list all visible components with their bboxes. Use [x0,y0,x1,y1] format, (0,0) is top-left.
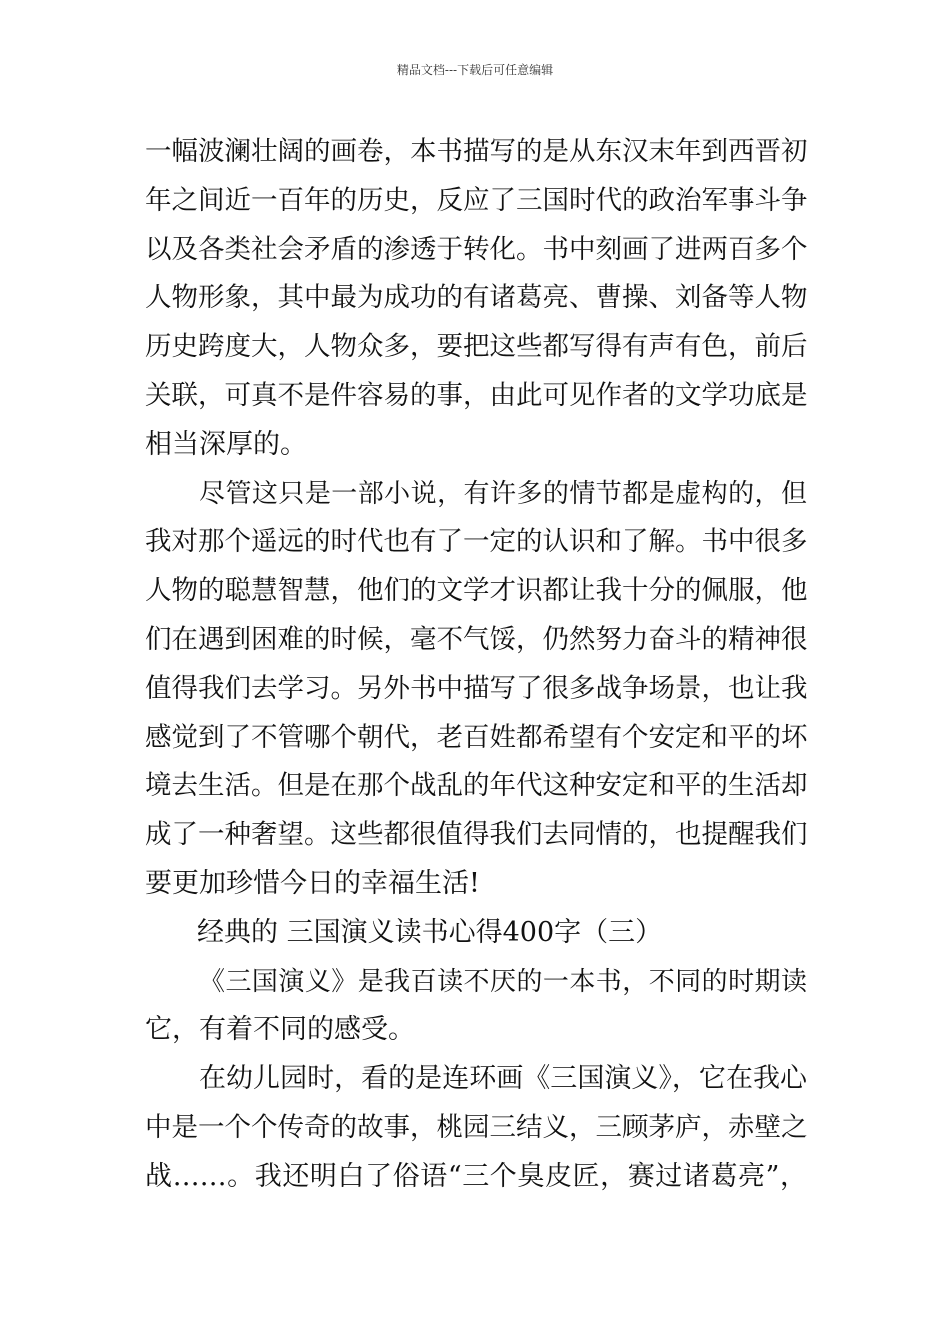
paragraph [145,958,807,1056]
text-line: 战……。我还明白了俗语“三个臭皮匠，赛过诸葛亮”， [145,1160,807,1192]
text-line: 它，有着不同的感受。 [145,1014,415,1046]
document-body [145,128,807,1202]
text-line: 以及各类社会矛盾的渗透于转化。书中刻画了进两百多个 [145,233,808,265]
text-line: 年之间近一百年的历史，反应了三国时代的政治军事斗争 [145,184,808,216]
text-line: 中是一个个传奇的故事，桃园三结义，三顾茅庐，赤壁之 [145,1111,808,1143]
text-line: 尽管这只是一部小说，有许多的情节都是虚构的，但 [199,478,807,509]
text-line: 们在遇到困难的时候，毫不气馁，仍然努力奋斗的精神很 [145,623,808,655]
text-line: 相当深厚的。 [145,428,307,460]
paragraph [145,128,807,470]
text-line: 历史跨度大，人物众多，要把这些都写得有声有色，前后 [145,331,808,363]
text-line: 成了一种奢望。这些都很值得我们去同情的，也提醒我们 [145,819,808,851]
page-header: 精品文档---下载后可任意编辑 [396,63,554,77]
text-line: 要更加珍惜今日的幸福生活! [145,867,480,899]
text-line: 在幼儿园时，看的是连环画《三国演义》，它在我心 [199,1063,807,1095]
text-line: 关联，可真不是件容易的事，由此可见作者的文学功底是 [145,379,808,411]
text-line: 感觉到了不管哪个朝代，老百姓都希望有个安定和平的坏 [145,721,808,753]
text-line: 人物形象，其中最为成功的有诸葛亮、曹操、刘备等人物 [145,282,808,314]
paragraph [145,1055,807,1201]
heading-text: 经典的 三国演义读书心得400字（三） [197,916,663,948]
text-line: 值得我们去学习。另外书中描写了很多战争场景，也让我 [145,672,808,704]
paragraph [145,470,807,909]
text-line: 境去生活。但是在那个战乱的年代这种安定和平的生活却 [145,770,808,802]
section-heading [145,909,807,958]
text-line: 《三国演义》是我百读不厌的一本书，不同的时期读 [199,966,807,997]
text-line: 人物的聪慧智慧，他们的文学才识都让我十分的佩服，他 [145,575,808,607]
text-line: 一幅波澜壮阔的画卷，本书描写的是从东汉末年到西晋初 [145,136,808,167]
text-line: 我对那个遥远的时代也有了一定的认识和了解。书中很多 [145,526,808,558]
